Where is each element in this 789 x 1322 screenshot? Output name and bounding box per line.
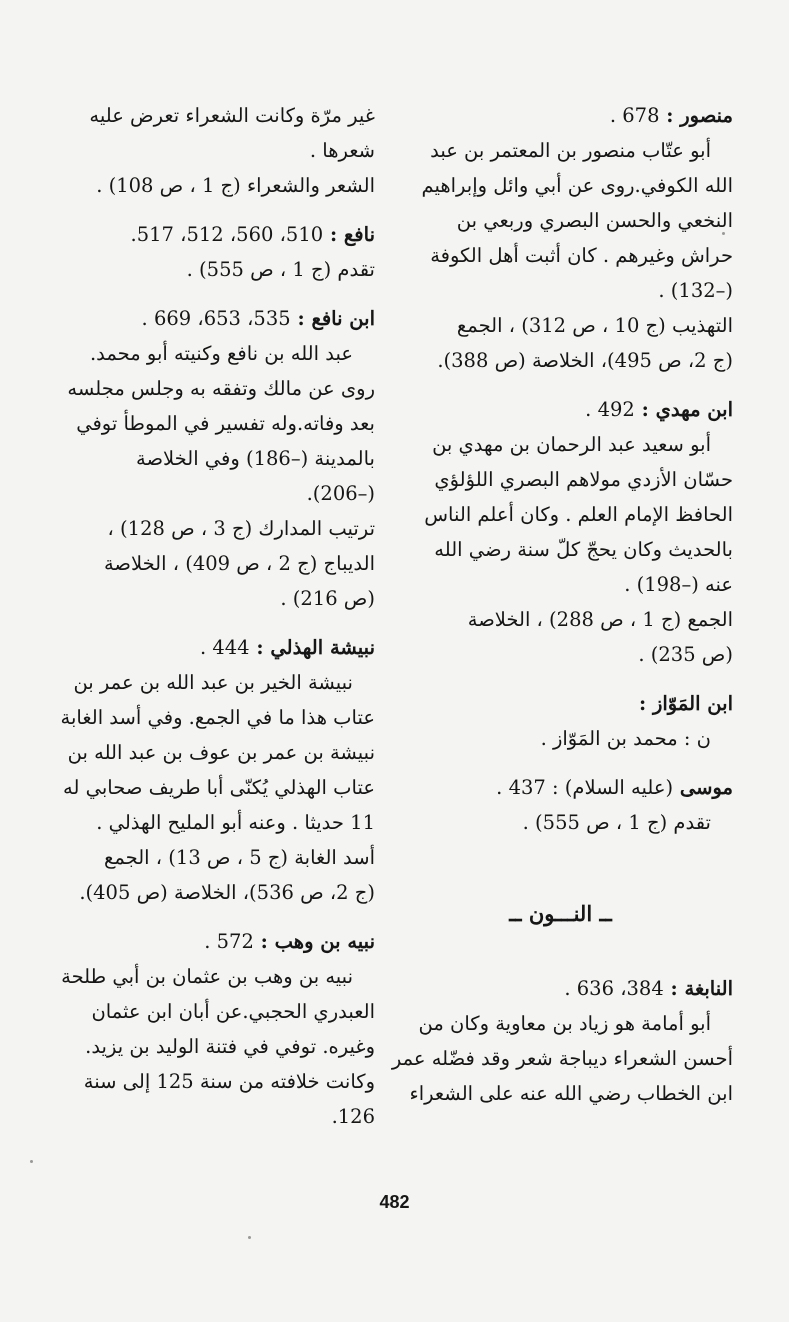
entry-text-line: نبيشة بن عمر بن عوف بن عبد الله بن (67, 741, 375, 764)
page-number: 482 (379, 1192, 410, 1212)
entry-text-line: روى عن مالك وتفقه به وجلس مجلسه (67, 377, 375, 400)
entry-text-line: ابن الخطاب رضي الله عنه على الشعراء (409, 1082, 733, 1105)
entry (388, 971, 733, 1111)
entry-name: نافع : (329, 223, 375, 246)
entry-source-reference: التهذيب (ج 10 ، ص 312) ، الجمع (456, 314, 733, 337)
entry-text-line: الله الكوفي.روى عن أبي وائل وإبراهيم (421, 174, 733, 197)
left-column (43, 98, 375, 1148)
entry-text-line: تقدم (ج 1 ، ص 555) . (522, 811, 711, 834)
entry-page-refs: 444 . (199, 636, 250, 659)
entry-source-reference: ترتيب المدارك (ج 3 ، ص 128) ، (107, 517, 375, 540)
entry-name: منصور : (666, 104, 733, 127)
entry-source-reference: الجمع (ج 1 ، ص 288) ، الخلاصة (467, 608, 733, 631)
entry-text-line: عتاب الهذلي يُكنّى أبا طريف صحابي له (63, 776, 375, 799)
entry-heading (43, 630, 375, 665)
entry-text-line: 126. (331, 1105, 375, 1128)
entry (43, 630, 375, 910)
entry-source-reference: أسد الغابة (ج 5 ، ص 13) ، الجمع (104, 846, 375, 869)
entry-page-refs: 678 . (609, 104, 660, 127)
entry-page-refs: (عليه السلام) : 437 . (496, 776, 674, 799)
entry-text-line: بعد وفاته.وله تفسير في الموطأ توفي (76, 412, 375, 435)
entry-source-reference: الديباج (ج 2 ، ص 409) ، الخلاصة (103, 552, 375, 575)
entry-heading (43, 924, 375, 959)
entry-heading (388, 971, 733, 1006)
entry-text-line: أحسن الشعراء ديباجة شعر وقد فضّله عمر (391, 1047, 733, 1070)
entry-text-line: وكانت خلافته من سنة 125 إلى سنة (83, 1070, 375, 1093)
entry-text-line: أبو عتّاب منصور بن المعتمر بن عبد (430, 139, 711, 162)
entry-text-line: شعرها . (309, 139, 375, 162)
section-title: ــ النـــون ــ (509, 901, 612, 926)
entry (388, 392, 733, 672)
entry-page-refs: 572 . (204, 930, 254, 953)
entry-text-line: أبو سعيد عبد الرحمان بن مهدي بن (432, 433, 711, 456)
entry-text-line: (–132) . (658, 279, 733, 302)
entry-heading (43, 301, 375, 336)
entry (388, 770, 733, 840)
entry-text-line: بالحديث وكان يحجّ كلّ سنة رضي الله (434, 538, 733, 561)
entry-source-reference: (ص 235) . (638, 643, 733, 666)
entry-text-line: أبو أمامة هو زياد بن معاوية وكان من (418, 1012, 711, 1035)
entry-text-line: نبيه بن وهب بن عثمان بن أبي طلحة (61, 965, 353, 988)
entry (43, 217, 375, 287)
entry-heading (388, 770, 733, 805)
entry-text-line: عبد الله بن نافع وكنيته أبو محمد. (89, 342, 353, 365)
entry-page-refs: 510، 560، 512، 517. (130, 223, 324, 246)
entry (43, 924, 375, 1134)
scan-speck (30, 1160, 33, 1163)
entry-name: ابن مهدي : (641, 398, 733, 421)
entry-text-line: غير مرّة وكانت الشعراء تعرض عليه (89, 104, 375, 127)
entry-source-reference: (ج 2، ص 536)، الخلاصة (ص 405). (79, 881, 375, 904)
entry-heading (388, 686, 733, 721)
entry-text-line: النخعي والحسن البصري وربعي بن (456, 209, 733, 232)
entry-source-reference: تقدم (ج 1 ، ص 555) . (186, 258, 375, 281)
right-column (388, 98, 733, 1125)
entry-heading (388, 392, 733, 427)
scan-speck (722, 232, 725, 235)
entry-heading (388, 98, 733, 133)
entry-text-line: عتاب هذا ما في الجمع. وفي أسد الغابة (60, 706, 375, 729)
entry-name: نبيه بن وهب : (260, 930, 375, 953)
entry-text-line: وغيره. توفي في فتنة الوليد بن يزيد. (85, 1035, 375, 1058)
entry-page-refs: 535، 653، 669 . (141, 307, 291, 330)
entry-text-line: ن : محمد بن المَوّاز . (540, 727, 711, 750)
entry (43, 98, 375, 203)
entry-name: موسى (679, 776, 733, 799)
entry-page-refs: 384، 636 . (564, 977, 664, 1000)
entry-text-line: (–206). (306, 482, 375, 505)
entry-text-line: نبيشة الخير بن عبد الله بن عمر بن (73, 671, 353, 694)
entry-text-line: عنه (–198) . (624, 573, 733, 596)
entry (43, 301, 375, 616)
entry-source-reference: (ص 216) . (280, 587, 375, 610)
entry-text-line: 11 حديثا . وعنه أبو المليح الهذلي . (96, 811, 375, 834)
entry-source-reference: الشعر والشعراء (ج 1 ، ص 108) . (96, 174, 375, 197)
entry-text-line: الحافظ الإمام العلم . وكان أعلم الناس (424, 503, 733, 526)
entry-name: ابن المَوّاز : (638, 692, 733, 715)
entry-text-line: حراش وغيرهم . كان أثبت أهل الكوفة (430, 244, 733, 267)
entry-name: نبيشة الهذلي : (256, 636, 375, 659)
scan-speck (248, 1236, 251, 1239)
entry-text-line: العبدري الحجبي.عن أبان ابن عثمان (91, 1000, 375, 1023)
entry-source-reference: (ج 2، ص 495)، الخلاصة (ص 388). (437, 349, 733, 372)
entry (388, 98, 733, 378)
entry-text-line: بالمدينة (–186) وفي الخلاصة (136, 447, 375, 470)
entry-name: ابن نافع : (297, 307, 375, 330)
entry-text-line: حسّان الأزدي مولاهم البصري اللؤلؤي (434, 468, 733, 491)
entry (388, 686, 733, 756)
entry-name: النابغة : (670, 977, 733, 1000)
entry-page-refs: 492 . (585, 398, 635, 421)
entry-heading (43, 217, 375, 252)
